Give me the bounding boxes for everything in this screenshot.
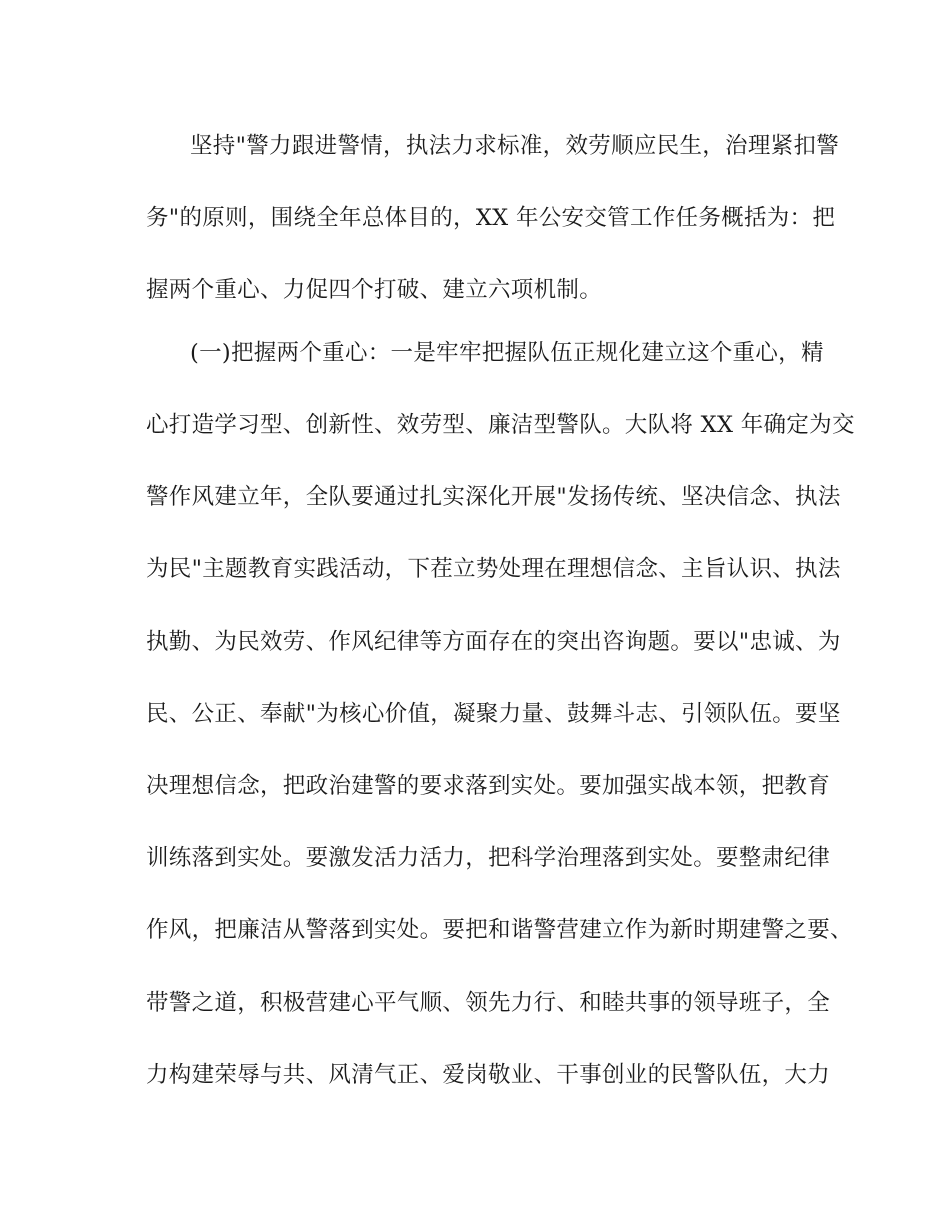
- paragraph-2-line-9: 作风，把廉洁从警落到实处。要把和谐警营建立作为新时期建警之要、: [146, 917, 853, 943]
- paragraph-2-line-6: 民、公正、奉献"为核心价值，凝聚力量、鼓舞斗志、引领队伍。要坚: [146, 701, 841, 727]
- paragraph-2-line-8: 训练落到实处。要激发活力活力，把科学治理落到实处。要整肃纪律: [146, 845, 831, 871]
- paragraph-2-line-2: 心打造学习型、创新性、效劳型、廉洁型警队。大队将 XX 年确定为交: [146, 412, 855, 438]
- paragraph-2-line-4: 为民"主题教育实践活动，下茬立势处理在理想信念、主旨认识、执法: [146, 556, 841, 582]
- paragraph-2-line-5: 执勤、为民效劳、作风纪律等方面存在的突出咨询题。要以"忠诚、为: [146, 629, 841, 655]
- paragraph-2-line-10: 带警之道，积极营建心平气顺、领先力行、和睦共事的领导班子，全: [146, 990, 831, 1016]
- paragraph-1-line-1: 坚持"警力跟进警情，执法力求标准，效劳顺应民生，治理紧扣警: [190, 133, 840, 159]
- paragraph-1-line-3: 握两个重心、力促四个打破、建立六项机制。: [146, 277, 603, 303]
- paragraph-2-line-7: 决理想信念，把政治建警的要求落到实处。要加强实战本领，把教育: [146, 773, 831, 799]
- paragraph-2-line-3: 警作风建立年，全队要通过扎实深化开展"发扬传统、坚决信念、执法: [146, 484, 841, 510]
- paragraph-2-line-11: 力构建荣辱与共、风清气正、爱岗敬业、干事创业的民警队伍，大力: [146, 1062, 831, 1088]
- paragraph-2-line-1: (一)把握两个重心：一是牢牢把握队伍正规化建立这个重心，精: [190, 340, 824, 366]
- paragraph-1-line-2: 务"的原则，围绕全年总体目的，XX 年公安交管工作任务概括为：把: [146, 205, 836, 231]
